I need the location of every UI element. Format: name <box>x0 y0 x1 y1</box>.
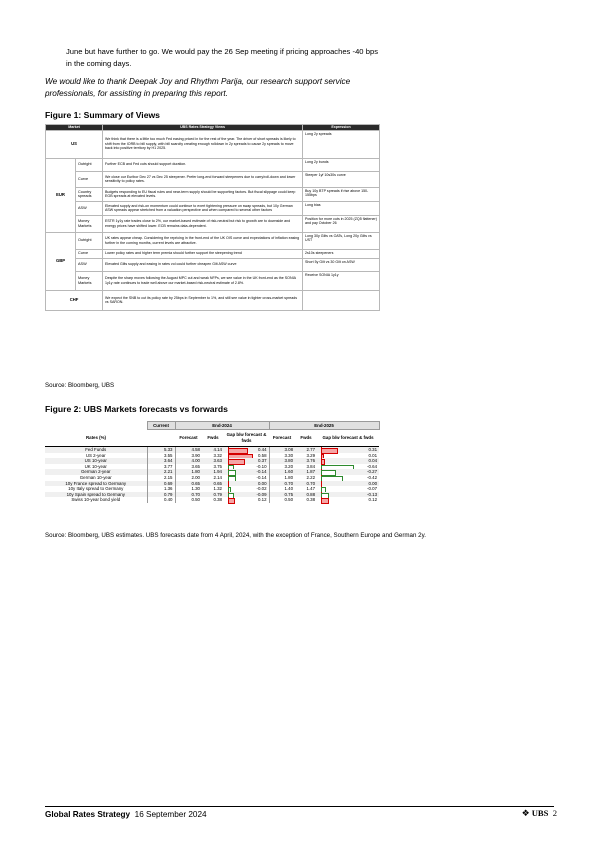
view-row <box>46 258 380 271</box>
view-text: We expect the SNB to cut its policy rate by 25bps in September to 1%, and still see value in tighter cross-market spreads vs SARON. <box>103 290 303 310</box>
current-value: 3.64 <box>147 458 175 464</box>
view-row <box>46 201 380 215</box>
fwd-2025-value: 3.84 <box>306 463 316 469</box>
forecast-2025-value: 3.30 <box>269 453 295 459</box>
market-region: CHF <box>46 290 103 310</box>
group-end-2025: End-2025 <box>269 422 379 430</box>
forecast-2024-value: 0.70 <box>175 492 202 498</box>
gap-value: 0.44 <box>257 447 267 452</box>
expression-text: Steeper 1yf 10s30s curve <box>303 171 380 187</box>
market-region: US <box>46 130 103 158</box>
gap-value: 0.01 <box>368 452 378 458</box>
market-segment: Outright <box>76 158 103 171</box>
intro-paragraph: June but have further to go. We would pay the 26 Sep meeting if pricing approaches -40 bps in the coming days. <box>66 47 378 68</box>
summary-of-views-table <box>45 124 380 311</box>
fwd-2024-value: 0.79 <box>202 492 224 498</box>
view-text: Budgets responding to EU fiscal rules and near-term supply should be supporting factors. But fiscal slippage could keep EGB spreads at elevated levels. <box>103 187 303 201</box>
fwd-2025-value: 3.29 <box>306 452 316 458</box>
gap-value: -0.02 <box>256 486 267 492</box>
figure1-title: Figure 1: Summary of Views <box>45 110 160 120</box>
gap-value: -0.07 <box>367 486 378 492</box>
market-region: EUR <box>46 158 76 232</box>
acknowledgement-text: We would like to thank Deepak Joy and Rhythm Parija, our research support service professionals, for assisting in preparing this report. <box>45 77 351 98</box>
report-date: 16 September 2024 <box>134 810 207 819</box>
forecast-row <box>45 497 379 503</box>
view-row <box>46 130 380 158</box>
current-value: 3.77 <box>147 464 175 470</box>
rate-label: German 10-year <box>79 474 112 480</box>
view-text: Despite the sharp moves following the August MPC cut and weak NFPs, we see value in the UK front-end as the SONIA 1y1y rate continues to trade well above our market-based risk-neutral estimate of 2.8%. <box>103 271 303 290</box>
fwd-2025-value: 3.76 <box>295 458 317 464</box>
col-rates: Rates (%) <box>45 430 147 447</box>
view-text: Elevated supply and risk-on momentum could continue to exert tightening pressure on swap spreads, but 10y German ASW spreads appear stretched from a valuation perspective and when compared to several other factors <box>103 201 303 215</box>
figure2-source: Source: Bloomberg, UBS estimates. UBS forecasts date from 4 April, 2024, with the exception of France, Southern Europe and German 2y. <box>45 532 426 539</box>
rate-label: 10y Spain spread to Germany <box>45 492 147 498</box>
fwd-2024-value: 3.63 <box>202 458 224 464</box>
gap-value: -0.64 <box>367 463 378 469</box>
gap-cell <box>224 497 269 503</box>
gap-value: -0.09 <box>256 491 267 497</box>
market-segment: Money Markets <box>76 215 103 232</box>
view-row <box>46 215 380 232</box>
rate-label: Fed Funds <box>45 447 147 453</box>
current-value: 3.55 <box>147 453 175 459</box>
figure1-source: Source: Bloomberg, UBS <box>45 382 115 389</box>
fwd-2025-value: 1.87 <box>295 469 317 475</box>
fwd-2025-value: 0.70 <box>295 481 317 487</box>
current-value: 2.21 <box>147 469 175 475</box>
gap-bar-positive <box>321 498 329 504</box>
header-expression: Expression <box>303 125 380 131</box>
rate-label: US 10-year <box>45 458 147 464</box>
gap-value: -0.13 <box>367 491 378 497</box>
rate-label: UK 10-year <box>84 463 107 469</box>
view-row <box>46 249 380 258</box>
forecast-2024-value: 2.00 <box>191 474 200 480</box>
footer <box>45 810 207 819</box>
view-row <box>46 158 380 171</box>
current-value: 0.69 <box>147 481 175 487</box>
gap-value: 0.31 <box>368 447 378 452</box>
market-segment: Curve <box>76 249 103 258</box>
forecast-2025-value: 3.20 <box>269 464 295 470</box>
fwd-2024-value: 0.65 <box>202 481 224 487</box>
group-current: Current <box>147 422 175 430</box>
rate-label: German 2-year <box>45 469 147 475</box>
forecast-2025-value: 3.08 <box>269 447 295 453</box>
gap-bar-positive <box>228 498 235 504</box>
current-value: 1.36 <box>147 486 175 492</box>
view-row <box>46 171 380 187</box>
view-row <box>46 232 380 249</box>
view-row <box>46 271 380 290</box>
fwd-2024-value: 0.38 <box>213 497 222 503</box>
expression-text <box>303 290 380 310</box>
gap-value: 0.12 <box>257 497 267 503</box>
gap-value: -0.10 <box>256 463 267 469</box>
market-region: GBP <box>46 232 76 290</box>
forecast-2024-value: 4.58 <box>175 447 202 453</box>
forecast-2024-value: 4.00 <box>175 458 202 464</box>
fwd-2024-value: 2.14 <box>213 474 222 480</box>
market-segment: Money Markets <box>76 271 103 290</box>
market-segment: Outright <box>76 232 103 249</box>
rate-label: 10y France spread to Germany <box>45 481 147 487</box>
gap-value: 0.04 <box>368 458 378 464</box>
expression-text: 2s10s steepeners <box>303 249 380 258</box>
forecast-2024-value: 3.65 <box>191 463 200 469</box>
ubs-keys-icon: ❖ <box>521 808 530 818</box>
gap-value: 0.12 <box>368 497 378 503</box>
expression-text: Short 5y Gilt vs 30 Gilt on ASW <box>303 258 380 271</box>
header-market: Market <box>46 125 103 131</box>
forecast-2024-value: 3.90 <box>191 452 200 458</box>
current-value: 2.15 <box>147 475 175 481</box>
forecast-2025-value: 1.80 <box>269 475 295 481</box>
footer-divider <box>45 806 554 807</box>
gap-value: 0.37 <box>257 458 267 464</box>
col-fwds-2025: Fwds <box>295 430 317 447</box>
forecast-2024-value: 0.65 <box>175 481 202 487</box>
forecast-2025-value: 1.60 <box>269 469 295 475</box>
forecasts-table <box>45 421 380 503</box>
header-views: UBS Rates Strategy Views <box>103 125 303 131</box>
market-segment: ASW <box>76 201 103 215</box>
expression-text: Long 2y spreads <box>303 130 380 158</box>
col-gap-2025: Gap b/w forecast & fwds <box>317 430 379 447</box>
fwd-2024-value: 3.32 <box>213 452 222 458</box>
expression-text: Long 30y Gilts vs OATs, Long 20y Gilts vs UST <box>303 232 380 249</box>
market-segment: Country spreads <box>76 187 103 201</box>
col-forecast-2024: Forecast <box>175 430 202 447</box>
view-text: ESTR 1y1y rate trades close to 2%, our market-based estimate of risk-neutral but risk to growth are to downside and energy prices have shifted lower. ECB remains data-dependent. <box>103 215 303 232</box>
view-text: Further ECB and Fed cuts should support duration. <box>103 158 303 171</box>
fwd-2024-value: 1.32 <box>213 486 222 492</box>
view-text: We think that there is a little too much Fed easing priced in for the rest of the year. The driver of short spreads is likely to shift from the IORB to bill supply, with bill scarcity creating enough rolldown in 2y spreads to cause 2y spreads to move back into positive territory by H1 2025. <box>103 130 303 158</box>
expression-text: Long bias <box>303 201 380 215</box>
fwd-2025-value: 0.38 <box>306 497 316 503</box>
rate-label: US 2-year <box>85 452 106 458</box>
forecast-2025-value: 0.70 <box>269 481 295 487</box>
view-text: We close our Euribor Dec 27 vs Dec 25 steepener. Prefer long-end forward steepeners due to carry/roll-down and lower sensitivity to policy rates. <box>103 171 303 187</box>
rate-label: 10y Italy spread to Germany <box>68 486 124 492</box>
forecast-2025-value: 3.80 <box>269 458 295 464</box>
forecast-2024-value: 1.80 <box>175 469 202 475</box>
gap-value: -0.14 <box>256 474 267 480</box>
view-row <box>46 187 380 201</box>
forecast-2025-value: 1.40 <box>269 486 295 492</box>
group-end-2024: End-2024 <box>175 422 269 430</box>
market-segment: ASW <box>76 258 103 271</box>
gap-cell <box>317 497 379 503</box>
expression-text: Long 2y bunds <box>303 158 380 171</box>
gap-value: 0.00 <box>368 480 378 486</box>
view-row <box>46 290 380 310</box>
expression-text: Receive SONIA 1y1y <box>303 271 380 290</box>
fwd-2024-value: 1.94 <box>202 469 224 475</box>
current-value: 0.79 <box>147 492 175 498</box>
forecast-2025-value: 0.50 <box>269 497 295 503</box>
view-text: UK rates appear cheap. Considering the repricing in the front-end of the UK OIS curve and expectations of inflation easing further in the coming months, current levels are attractive. <box>103 232 303 249</box>
fwd-2025-value: 2.77 <box>295 447 317 453</box>
rate-label: Swiss 10-year bond yield <box>71 497 121 503</box>
fwd-2025-value: 2.22 <box>306 474 316 480</box>
gap-value: -0.14 <box>256 469 267 475</box>
gap-value: 0.58 <box>257 452 267 458</box>
col-fwds-2024: Fwds <box>202 430 224 447</box>
forecast-2024-value: 0.50 <box>191 497 200 503</box>
page-number: 2 <box>552 808 557 818</box>
fwd-2025-value: 1.47 <box>306 486 316 492</box>
fwd-2025-value: 0.88 <box>295 492 317 498</box>
figure2-title: Figure 2: UBS Markets forecasts vs forwards <box>45 404 228 414</box>
view-text: Elevated Gilts supply and easing in rates vol could further cheapen Gilt ASW curve <box>103 258 303 271</box>
gap-value: -0.27 <box>367 469 378 475</box>
view-text: Lower policy rates and higher term premia should further support the steepening trend <box>103 249 303 258</box>
col-gap-2024: Gap b/w forecast & fwds <box>224 430 269 447</box>
col-forecast-2025: Forecast <box>269 430 295 447</box>
ubs-logo: ❖ UBS 2 <box>521 808 557 818</box>
current-value: 5.33 <box>147 447 175 453</box>
forecast-2025-value: 0.75 <box>269 492 295 498</box>
market-segment: Curve <box>76 171 103 187</box>
fwd-2024-value: 4.14 <box>202 447 224 453</box>
fwd-2024-value: 3.75 <box>213 463 222 469</box>
current-value: 0.40 <box>147 497 175 503</box>
gap-value: 0.00 <box>257 480 267 486</box>
gap-value: -0.42 <box>367 474 378 480</box>
expression-text: Buy 10y BTP spreads if rise above 150-155bps <box>303 187 380 201</box>
report-name: Global Rates Strategy <box>45 810 131 819</box>
forecast-2024-value: 1.30 <box>191 486 200 492</box>
expression-text: Position for more cuts in 2025 (ZQ5 flattener) and pay October 26 <box>303 215 380 232</box>
